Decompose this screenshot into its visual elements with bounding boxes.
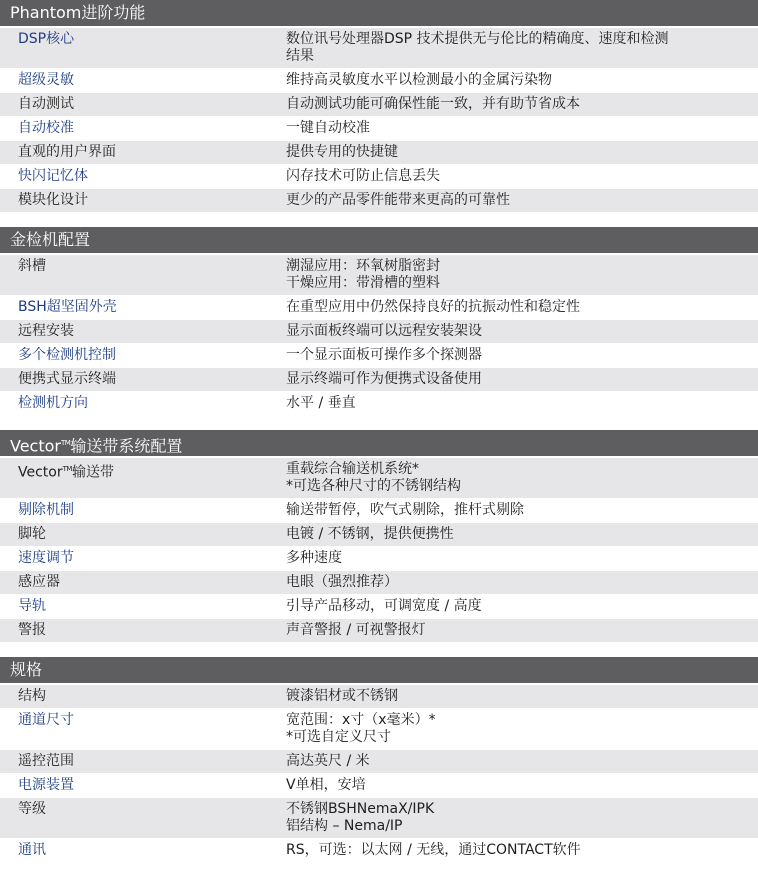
label-brand: Vector — [18, 464, 63, 481]
row-label: BSH超坚固外壳 — [18, 299, 117, 315]
row-label: 自动测试 — [18, 96, 74, 112]
table-row — [0, 368, 758, 392]
table-row — [0, 344, 758, 368]
title-rest: 输送带系统配置 — [70, 436, 183, 456]
value-line: 结果 — [286, 48, 314, 64]
row-value: 一键自动校准 — [286, 120, 370, 136]
row-value: 更少的产品零件能带来更高的可靠性 — [286, 192, 510, 208]
row-value: 电眼（强烈推荐） — [286, 574, 398, 590]
row-label — [0, 461, 268, 495]
table-row — [0, 798, 758, 839]
value-line: 数位讯号处理器DSP 技术提供无与伦比的精确度、速度和检测 — [286, 31, 669, 47]
table-row — [0, 709, 758, 750]
table-row — [0, 117, 758, 141]
row-label: 感应器 — [18, 574, 60, 590]
row-value: 引导产品移动，可调宽度 / 高度 — [286, 598, 482, 614]
row-label: 速度调节 — [18, 550, 74, 566]
section-detector-config — [0, 227, 758, 416]
trademark-mark: TM — [62, 465, 72, 473]
row-value: 自动测试功能可确保性能一致，并有助节省成本 — [286, 96, 580, 112]
row-value: 在重型应用中仍然保持良好的抗振动性和稳定性 — [286, 299, 580, 315]
table-row — [0, 839, 758, 863]
section-conveyor-config — [0, 430, 758, 643]
row-label: 剔除机制 — [18, 502, 74, 518]
row-value: 维持高灵敏度水平以检测最小的金属污染物 — [286, 72, 552, 88]
section-specifications — [0, 657, 758, 863]
table-row — [0, 750, 758, 774]
row-label: 遥控范围 — [18, 753, 74, 769]
row-value: 显示面板终端可以远程安装架设 — [286, 323, 482, 339]
table-row — [0, 28, 758, 69]
row-label: 检测机方向 — [18, 395, 88, 411]
row-label: 电源装置 — [18, 777, 74, 793]
section-title: 规格 — [0, 657, 758, 685]
table-row — [0, 571, 758, 595]
value-line: 宽范围：x寸（x毫米）* — [286, 712, 436, 728]
table-row — [0, 392, 758, 416]
table-row — [0, 93, 758, 117]
table-row — [0, 189, 758, 213]
row-value: 显示终端可作为便携式设备使用 — [286, 371, 482, 387]
trademark-mark: TM — [60, 439, 71, 447]
row-value: 电镀 / 不锈钢，提供便携性 — [286, 526, 454, 542]
section-phantom-features — [0, 0, 758, 213]
row-label: 便携式显示终端 — [18, 371, 116, 387]
row-label: 结构 — [18, 688, 46, 704]
table-row — [0, 458, 758, 499]
table-row — [0, 255, 758, 296]
section-title: 金检机配置 — [0, 227, 758, 255]
value-line: 潮湿应用：环氧树脂密封 — [286, 258, 440, 274]
row-value — [268, 801, 758, 835]
value-line: 不锈钢BSHNemaX/IPK — [286, 801, 435, 817]
row-value: 闪存技术可防止信息丢失 — [286, 168, 440, 184]
row-value: 水平 / 垂直 — [286, 395, 356, 411]
row-label: 快闪记忆体 — [18, 168, 88, 184]
row-value: 输送带暂停，吹气式剔除，推杆式剔除 — [286, 502, 524, 518]
table-row — [0, 595, 758, 619]
value-line: *可选自定义尺寸 — [286, 729, 391, 745]
row-label: 通道尺寸 — [18, 712, 74, 728]
row-label: 模块化设计 — [18, 192, 88, 208]
row-value — [268, 712, 758, 746]
label-rest: 输送带 — [71, 464, 114, 481]
row-label: 自动校准 — [18, 120, 74, 136]
table-row — [0, 165, 758, 189]
value-line: 铝结构 – Nema/IP — [286, 818, 403, 834]
section-title: Phantom进阶功能 — [0, 0, 758, 28]
value-line: 重载综合输送机系统* — [286, 461, 419, 477]
row-label: 超级灵敏 — [18, 72, 74, 88]
row-label: 警报 — [18, 622, 46, 638]
title-brand: Vector — [10, 436, 61, 456]
table-row — [0, 685, 758, 709]
row-value — [268, 31, 758, 65]
row-label: 斜槽 — [18, 258, 46, 274]
row-label: 导轨 — [18, 598, 46, 614]
row-value: RS，可选：以太网 / 无线，通过CONTACT软件 — [286, 842, 581, 858]
table-row — [0, 774, 758, 798]
table-row — [0, 296, 758, 320]
value-line: *可选各种尺寸的不锈钢结构 — [286, 478, 461, 494]
row-value: 镀漆铝材或不锈钢 — [286, 688, 398, 704]
row-value — [268, 258, 758, 292]
row-label: 远程安装 — [18, 323, 74, 339]
table-row — [0, 141, 758, 165]
row-value: 提供专用的快捷键 — [286, 144, 398, 160]
row-value: 一个显示面板可操作多个探测器 — [286, 347, 482, 363]
row-label: 多个检测机控制 — [18, 347, 116, 363]
row-value — [268, 461, 758, 495]
row-label: 直观的用户界面 — [18, 144, 116, 160]
table-row — [0, 499, 758, 523]
row-label: 通讯 — [18, 842, 46, 858]
row-value: 高达英尺 / 米 — [286, 753, 370, 769]
table-row — [0, 619, 758, 643]
row-label: 等级 — [18, 801, 46, 817]
row-value: 声音警报 / 可视警报灯 — [286, 622, 426, 638]
row-value: 多种速度 — [286, 550, 342, 566]
row-label: DSP核心 — [18, 31, 75, 47]
table-row — [0, 320, 758, 344]
value-line: 干燥应用：带滑槽的塑料 — [286, 275, 440, 291]
table-row — [0, 523, 758, 547]
row-value: V单相，安培 — [286, 777, 366, 793]
table-row — [0, 69, 758, 93]
row-label: 脚轮 — [18, 526, 46, 542]
section-title — [0, 430, 758, 458]
table-row — [0, 547, 758, 571]
